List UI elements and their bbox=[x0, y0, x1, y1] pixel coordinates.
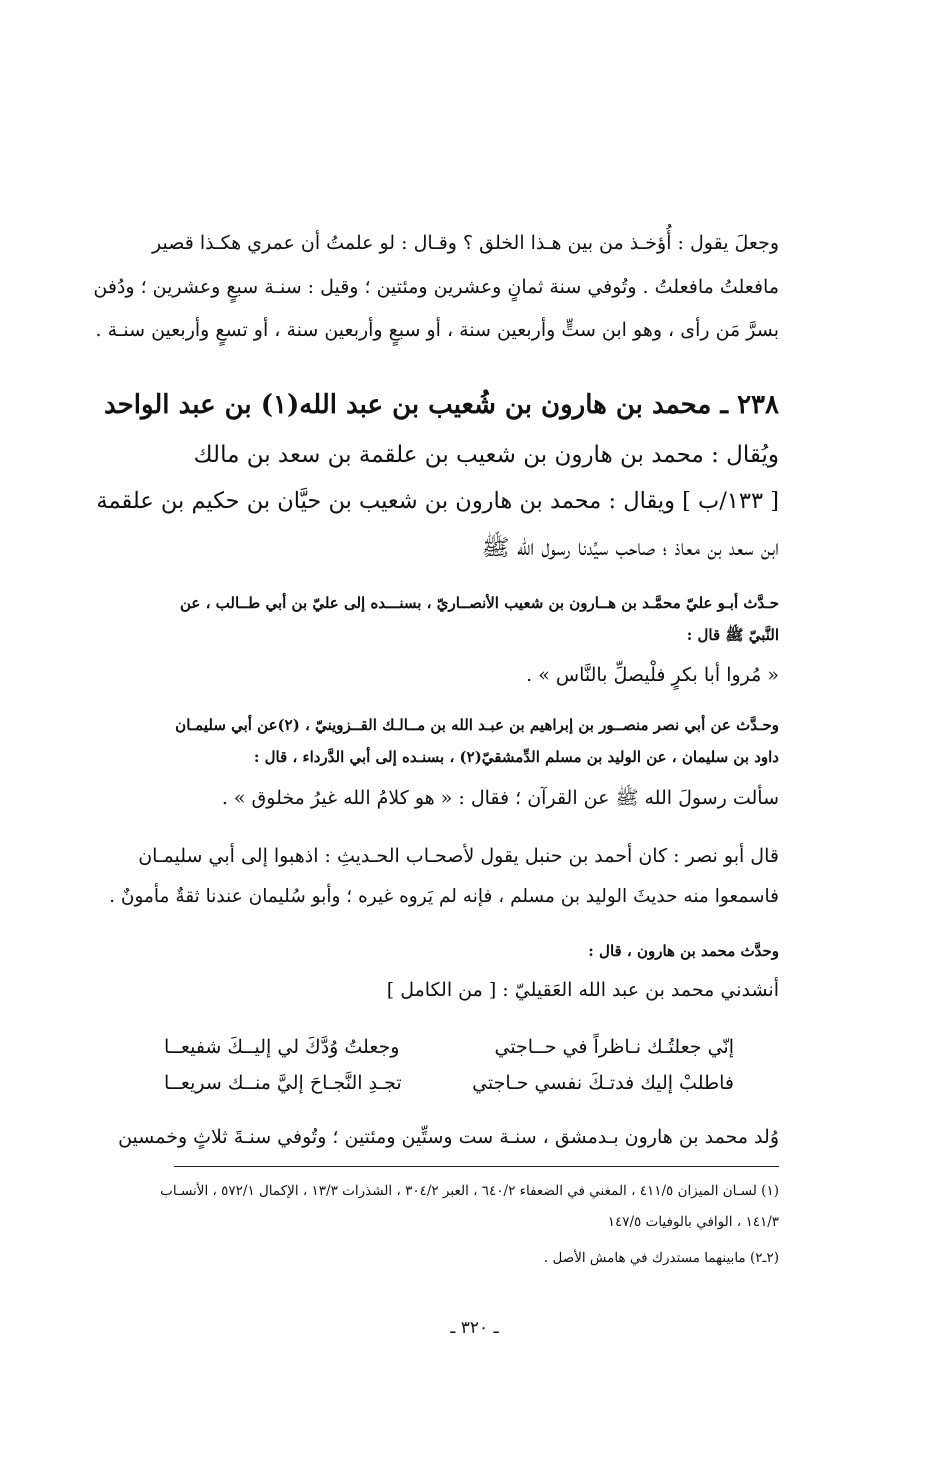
entry-subtitle-2: [ ١٣٣/ب ] ويقال : محمد بن هارون بن شعيب بن حيَّان بن حكيم بن علقمة bbox=[96, 488, 779, 514]
entry-subtitle-3: ابن سعد بن معاذ ؛ صاحب سيِّدنا رسول الله ﷺ bbox=[481, 535, 779, 561]
abu-nasr-line-2: فاسمعوا منه حديثَ الوليد بن مسلم ، فإنه لم يَروه غيره ؛ وأبو سُليمان عندنا ثقةٌ مأمونٌ . bbox=[109, 886, 779, 907]
entry-heading: ٢٣٨ ـ محمد بن هارون بن شُعيب بن عبد الله(١) بن عبد الواحد bbox=[104, 390, 779, 420]
hadith2-isnad-1: وحـدَّث عن أبي نصر منصــور بن إبراهيم بن عبـد الله بن مــالـك القــزوينيّ ، (٢)عن أبي سليمـان bbox=[175, 716, 779, 734]
page-number: ـ ٣٢٠ ـ bbox=[450, 1318, 499, 1338]
verse-1-second-hemistich: وجعلتُ وُدَّكَ لي إليــكَ شفيعــا bbox=[164, 1036, 400, 1058]
verse-2-second-hemistich: تجـدِ النَّجـاحَ إليَّ منــك سريعــا bbox=[164, 1072, 402, 1094]
footnote-2: (٢ـ٢) مابينهما مستدرك في هامش الأصل . bbox=[543, 1250, 779, 1266]
verse-2-first-hemistich: فاطلبْ إليك فدتـكَ نفسي حـاجتي bbox=[472, 1072, 734, 1094]
intro-line-3: بسرَّ مَن رأى ، وهو ابن ستٍّ وأربعين سنة ، أو سبعٍ وأربعين سنة ، أو تسعٍ وأربعين سنـة . bbox=[95, 319, 779, 341]
poem-intro-line: أنشدني محمد بن عبد الله العَقيليّ : [ من الكامل ] bbox=[386, 979, 779, 1001]
footnote-1-line-2: ١٤١/٣ ، الوافي بالوفيات ١٤٧/٥ bbox=[607, 1214, 779, 1230]
hadith2-isnad-2: داود بن سليمان ، عن الوليد بن مسلم الدِّمشقيّ(٢) ، بسنـده إلى أبي الدَّرداء ، قال : bbox=[253, 748, 779, 766]
hadith1-matn: « مُروا أبا بكرٍ فلْيصلِّ بالنَّاس » . bbox=[526, 664, 779, 686]
intro-line-1: وجعلَ يقول : أُؤخـذ من بين هـذا الخلق ؟ وقـال : لو علمتُ أن عمري هكـذا قصير bbox=[152, 232, 779, 254]
footnote-divider bbox=[174, 1166, 779, 1167]
abu-nasr-line-1: قال أبو نصر : كان أحمد بن حنبل يقول لأصحـاب الحـديثِ : اذهبوا إلى أبي سليمـان bbox=[138, 845, 779, 867]
intro-line-2: مافعلتُ مافعلتُ . وتُوفي سنة ثمانٍ وعشرين ومئتين ؛ وقيل : سنـة سبعٍ وعشرين ؛ ودُفن bbox=[93, 276, 779, 298]
hadith1-isnad-1: حـدَّث أبـو عليّ محمَّـد بن هــارون بن شعيب الأنصــاريّ ، بسنـــده إلى عليّ بن أبي طــالب ، عن bbox=[179, 594, 779, 612]
hadith2-matn: سألت رسولَ الله ﷺ عن القرآن ؛ فقال : « هو كلامُ الله غيرُ مخلوق » . bbox=[221, 787, 779, 809]
closing-line: وُلد محمد بن هارون بـدمشق ، سنـة ست وستِّين ومئتين ؛ وتُوفي سنـةَ ثلاثٍ وخمسين bbox=[118, 1126, 779, 1148]
hadith1-isnad-2: النَّبيّ ﷺ قال : bbox=[686, 626, 779, 644]
verse-2 bbox=[164, 1072, 734, 1094]
poem-isnad: وحدَّث محمد بن هارون ، قال : bbox=[588, 942, 779, 960]
verse-1 bbox=[164, 1036, 734, 1058]
verse-1-first-hemistich: إنّي جعلتُـك نـاظراً في حــاجتي bbox=[494, 1036, 734, 1058]
entry-subtitle-1: ويُقال : محمد بن هارون بن شعيب بن علقمة بن سعد بن مالك bbox=[193, 442, 779, 468]
footnote-1-line-1: (١) لسـان الميزان ٤١١/٥ ، المغني في الضعفاء ٦٤٠/٢ ، العبر ٣٠٤/٢ ، الشذرات ١٣/٣ ، الإكمال ٥٧٢/١ ، الأنسـاب bbox=[160, 1183, 779, 1199]
